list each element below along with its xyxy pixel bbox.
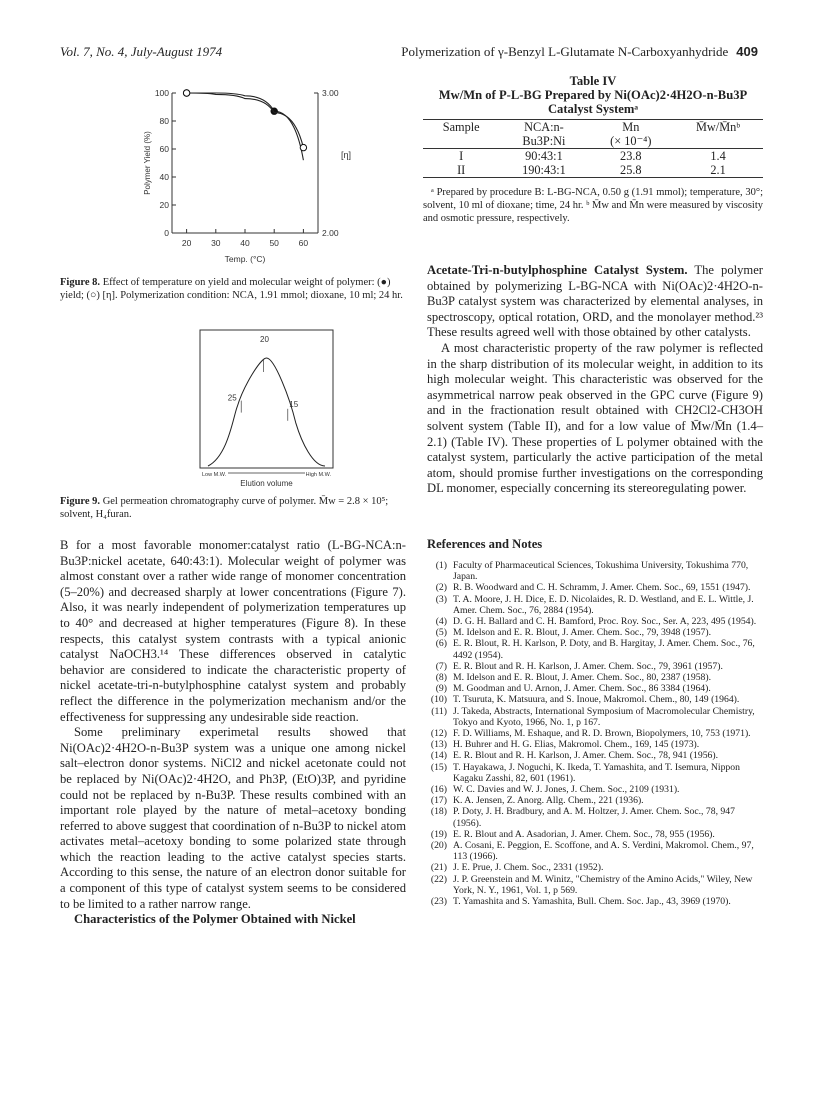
reference-text: K. A. Jensen, Z. Anorg. Allg. Chem., 221 (1936). xyxy=(453,795,644,807)
reference-number: (3) xyxy=(435,593,447,605)
x-tick-label: 60 xyxy=(298,238,309,248)
reference-text: M. Idelson and E. R. Blout, J. Amer. Chem. Soc., 79, 3948 (1957). xyxy=(453,627,712,639)
reference-item xyxy=(427,661,763,672)
reference-item xyxy=(427,829,763,840)
reference-number: (7) xyxy=(435,660,447,672)
figure-8-chart xyxy=(120,78,370,274)
x-tick-label: 40 xyxy=(240,238,250,248)
y-tick-label: 20 xyxy=(159,200,169,210)
reference-text: J. P. Greenstein and M. Winitz, "Chemistry of the Amino Acids," Wiley, New York, N. Y., 1961, Vol. 1, p 569. xyxy=(453,873,753,896)
y-axis-label: Polymer Yield (%) xyxy=(143,131,152,195)
table-iv xyxy=(423,74,763,225)
reference-number: (18) xyxy=(430,806,447,818)
reference-text: W. C. Davies and W. J. Jones, J. Chem. Soc., 2109 (1931). xyxy=(453,784,680,796)
reference-item xyxy=(427,638,763,660)
table-header: (× 10⁻⁴) xyxy=(610,134,652,148)
reference-number: (23) xyxy=(430,896,447,908)
reference-number: (13) xyxy=(430,739,447,751)
table-cell: 1.4 xyxy=(710,149,726,163)
x-tick-label: 50 xyxy=(269,238,279,248)
peak-label: 20 xyxy=(260,335,269,344)
table-cell: II xyxy=(457,163,466,177)
reference-number: (8) xyxy=(435,672,447,684)
y-tick-label: 100 xyxy=(154,88,169,98)
reference-text: F. D. Williams, M. Eshaque, and R. D. Brown, Biopolymers, 10, 753 (1971). xyxy=(453,728,751,740)
reference-text: T. Tsuruta, K. Matsuura, and S. Inoue, Makromol. Chem., 80, 149 (1964). xyxy=(453,694,740,706)
reference-text: E. R. Blout and A. Asadorian, J. Amer. Chem. Soc., 78, 955 (1956). xyxy=(453,828,715,840)
left-paragraph-1: B for a most favorable monomer:catalyst ratio (L-BG-NCA:n-Bu3P:nickel acetate, 640:43:1). Molecular weight of polymer was almost constant over a rather wide range of monomer concentration (5–20%) and decreased sharply at lower concentrations (Figure 7). Also, it was nearly independent of polymerization temperatures up to 40° and decreased at higher temperatures (Figure 8). In these respects, this catalyst system contrasts with a typical anionic catalyst NaOCH3.¹⁴ These differences observed in catalytic behavior are considered to indicate the characteristic property of nickel acetate-tri-n-butylphosphine catalyst system and probably reflect the difference in the polymerization mechanism and/or the effectiveness for suppressing any undesirable side reaction. xyxy=(60,538,406,724)
reference-item xyxy=(427,739,763,750)
reference-text: J. E. Prue, J. Chem. Soc., 2331 (1952). xyxy=(453,862,604,874)
reference-item xyxy=(427,627,763,638)
reference-item xyxy=(427,762,763,784)
figure-9-caption xyxy=(60,495,406,521)
table-header: Sample xyxy=(442,120,480,134)
reference-number: (10) xyxy=(430,694,447,706)
reference-number: (6) xyxy=(435,638,447,650)
figure-8-plot xyxy=(143,88,351,264)
reference-item xyxy=(427,862,763,873)
y2-tick-label: 3.00 xyxy=(322,88,339,98)
references xyxy=(427,537,763,907)
right-column-text xyxy=(427,263,763,497)
reference-number: (21) xyxy=(430,862,447,874)
reference-item xyxy=(427,806,763,828)
table-title: Table IV xyxy=(569,74,617,88)
y2-axis-label: [η] xyxy=(340,150,352,160)
reference-text: E. R. Blout, R. H. Karlson, P. Doty, and B. Hargitay, J. Amer. Chem. Soc., 76, 4492 (1954). xyxy=(453,638,755,661)
reference-text: J. Takeda, Abstracts, International Symposium of Macromolecular Chemistry, Tokyo and Kyoto, 1966, No. 1, p 167. xyxy=(453,705,755,728)
left-paragraph-2: Some preliminary experimetal results showed that Ni(OAc)2·4H2O-n-Bu3P system was a unique one among nickel salt–electron donor systems. NiCl2 and nickel acetonate could not be replaced by Ni(OAc)2·4H2O, and Ph3P, (EtO)3P, and pyridine could not be replaced by n-Bu3P. These results combined with an important role played by the nature of metal–acetoxy bonding referred to above suggest that coordination of n-Bu3P to nickel atom activates metal–acetoxy bonding to some polarized state through which the reaction leading to the active catalyst species starts. According to this sense, the nature of an electron donor suitable for a component of this type of catalyst system seems to be considered to be limited to a rather narrow range. xyxy=(60,725,406,911)
y-tick-label: 0 xyxy=(164,228,169,238)
gpc-curve xyxy=(208,358,325,466)
table-cell: I xyxy=(459,149,464,163)
references-title: References and Notes xyxy=(427,537,543,551)
figure-8-label: Figure 8. xyxy=(60,277,101,288)
table-cell: 25.8 xyxy=(620,163,642,177)
reference-item xyxy=(427,750,763,761)
reference-text: T. Hayakawa, J. Noguchi, K. Ikeda, T. Yamashita, and T. Isemura, Nippon Kagaku Zasshi, 82, 601 (1961). xyxy=(453,761,740,784)
reference-text: M. Goodman and U. Arnon, J. Amer. Chem. Soc., 86 3384 (1964). xyxy=(453,683,711,695)
reference-text: P. Doty, J. H. Bradbury, and A. M. Holtzer, J. Amer. Chem. Soc., 78, 947 (1956). xyxy=(453,806,735,829)
reference-text: D. G. H. Ballard and C. H. Bamford, Proc. Roy. Soc., Ser. A, 223, 495 (1954). xyxy=(453,616,757,628)
table-subtitle-2: Catalyst Systemᵃ xyxy=(547,102,639,116)
table-header: NCA:n- xyxy=(524,120,564,134)
figure-9-chart xyxy=(196,328,336,490)
reference-item xyxy=(427,896,763,907)
reference-number: (4) xyxy=(435,616,447,628)
figure-8-caption xyxy=(60,276,406,302)
reference-number: (16) xyxy=(430,784,447,796)
reference-item xyxy=(427,706,763,728)
reference-number: (1) xyxy=(435,560,447,571)
table-header: M̄w/M̄nᵇ xyxy=(695,120,741,134)
y-tick-label: 80 xyxy=(159,116,169,126)
table-header: Mn xyxy=(622,120,640,134)
reference-number: (9) xyxy=(435,683,447,695)
table-cell: 190:43:1 xyxy=(522,163,566,177)
reference-text: E. R. Blout and R. H. Karlson, J. Amer. Chem. Soc., 78, 941 (1956). xyxy=(453,750,719,762)
reference-item xyxy=(427,728,763,739)
table-cell: 23.8 xyxy=(620,149,642,163)
table-cell: 2.1 xyxy=(710,163,726,177)
header-title: Polymerization of γ-Benzyl L-Glutamate N-Carboxyanhydride xyxy=(401,44,729,59)
figure-8-caption-text: Effect of temperature on yield and molecular weight of polymer: (●) yield; (○) [η]. Polymerization condition: NCA, 1.91 mmol; dioxane, 10 ml; 24 hr. xyxy=(60,277,403,301)
reference-text: T. Yamashita and S. Yamashita, Bull. Chem. Soc. Jap., 43, 3969 (1970). xyxy=(453,896,731,908)
reference-number: (12) xyxy=(430,728,447,740)
table-header: Bu3P:Ni xyxy=(522,134,566,148)
low-mw-label: Low M.W. xyxy=(202,472,227,478)
reference-number: (2) xyxy=(435,582,447,594)
table-row xyxy=(423,163,763,178)
reference-item xyxy=(427,795,763,806)
reference-text: T. A. Moore, J. H. Dice, E. D. Nicolaides, R. D. Westland, and E. L. Wittle, J. Amer. Chem. Soc., 76, 2884 (1954). xyxy=(453,593,754,616)
table-iv-grid xyxy=(423,120,763,178)
reference-number: (15) xyxy=(430,761,447,773)
reference-item xyxy=(427,594,763,616)
table-header xyxy=(673,134,763,149)
reference-item xyxy=(427,616,763,627)
table-header xyxy=(423,134,499,149)
running-header-left: Vol. 7, No. 4, July-August 1974 xyxy=(60,44,223,59)
x-tick-label: 30 xyxy=(211,238,221,248)
reference-item xyxy=(427,560,763,582)
viscosity-point xyxy=(183,90,189,96)
x-tick-label: 20 xyxy=(181,238,192,248)
running-header-right xyxy=(388,44,758,60)
reference-item xyxy=(427,683,763,694)
series-line-1 xyxy=(187,93,304,148)
table-cell: 90:43:1 xyxy=(525,149,563,163)
right-paragraph-2: A most characteristic property of the raw polymer is reflected in the sharp distribution of its molecular weight, in addition to its high molecular weight. This characteristic was observed for the asymmetrical narrow peak observed in the GPC curve (Figure 9) and in the fractionation result obtained with CH2Cl2-CH3OH solvent system (Table II), and for a low value of M̄w/M̄n (1.4–2.1) (Table IV). These properties of L polymer obtained with the catalyst system, particularly the active participation of the metal atom, should promise further investigations on the corresponding DL monomer, especially concerning its stereoregulating power. xyxy=(427,340,763,496)
left-column-text xyxy=(60,538,406,928)
table-subtitle-1: Mw/Mn of P-L-BG Prepared by Ni(OAc)2·4H2O-n-Bu3P xyxy=(438,88,748,102)
figure-9-caption-text: Gel permeation chromatography curve of polymer. M̄w = 2.8 × 10⁵; solvent, H₄furan. xyxy=(60,496,389,520)
reference-item xyxy=(427,582,763,593)
reference-text: R. B. Woodward and C. H. Schramm, J. Amer. Chem. Soc., 69, 1551 (1947). xyxy=(453,582,751,594)
viscosity-point xyxy=(300,144,306,150)
plot-frame xyxy=(200,330,333,468)
x-axis-label: Elution volume xyxy=(240,479,293,488)
peak-label: 15 xyxy=(289,399,299,409)
reference-item xyxy=(427,672,763,683)
y-tick-label: 40 xyxy=(159,172,169,182)
reference-number: (17) xyxy=(430,795,447,807)
reference-number: (14) xyxy=(430,750,447,762)
figure-9-plot xyxy=(200,330,333,488)
reference-text: Faculty of Pharmaceutical Sciences, Tokushima University, Tokushima 770, Japan. xyxy=(453,560,749,583)
y-tick-label: 60 xyxy=(159,144,169,154)
reference-text: E. R. Blout and R. H. Karlson, J. Amer. Chem. Soc., 79, 3961 (1957). xyxy=(453,660,723,672)
reference-number: (19) xyxy=(430,828,447,840)
table-footnote: ᵃ Prepared by procedure B: L-BG-NCA, 0.50 g (1.91 mmol); temperature, 30°; solvent, 10 ml of dioxane; time, 24 hr. ᵇ M̄w and M̄n were measured by viscosity and osmotic pressure, respectively. xyxy=(423,187,763,224)
reference-text: H. Buhrer and H. G. Elias, Makromol. Chem., 169, 145 (1973). xyxy=(453,739,700,751)
y2-tick-label: 2.00 xyxy=(322,228,339,238)
reference-number: (5) xyxy=(435,627,447,639)
section-heading: Characteristics of the Polymer Obtained with Nickel xyxy=(74,912,356,927)
reference-text: A. Cosani, E. Peggion, E. Scoffone, and A. S. Verdini, Makromol. Chem., 97, 113 (1966). xyxy=(453,840,754,863)
right-section-heading: Acetate-Tri-n-butylphosphine Catalyst System. xyxy=(427,263,688,277)
x-axis-label: Temp. (°C) xyxy=(224,254,266,264)
page-number: 409 xyxy=(736,44,758,59)
reference-item xyxy=(427,874,763,896)
high-mw-label: High M.W. xyxy=(305,472,331,478)
reference-number: (11) xyxy=(431,705,447,717)
reference-item xyxy=(427,694,763,705)
reference-item xyxy=(427,784,763,795)
peak-label: 25 xyxy=(227,393,237,403)
reference-number: (20) xyxy=(430,840,447,852)
reference-text: M. Idelson and E. R. Blout, J. Amer. Chem. Soc., 80, 2387 (1958). xyxy=(453,672,712,684)
figure-9-label: Figure 9. xyxy=(60,496,101,507)
reference-list xyxy=(427,560,763,907)
right-paragraph-1: The polymer obtained by polymerizing L-BG-NCA with Ni(OAc)2·4H2O-n-Bu3P catalyst system was characterized by elemental analyses, in spectroscopy, optical rotation, ORD, and the monolayer method.²³ These results agreed well with those obtained by other catalysts. xyxy=(427,263,763,340)
reference-number: (22) xyxy=(430,873,447,885)
table-row xyxy=(423,149,763,164)
reference-item xyxy=(427,840,763,862)
series-line-0 xyxy=(187,93,304,160)
